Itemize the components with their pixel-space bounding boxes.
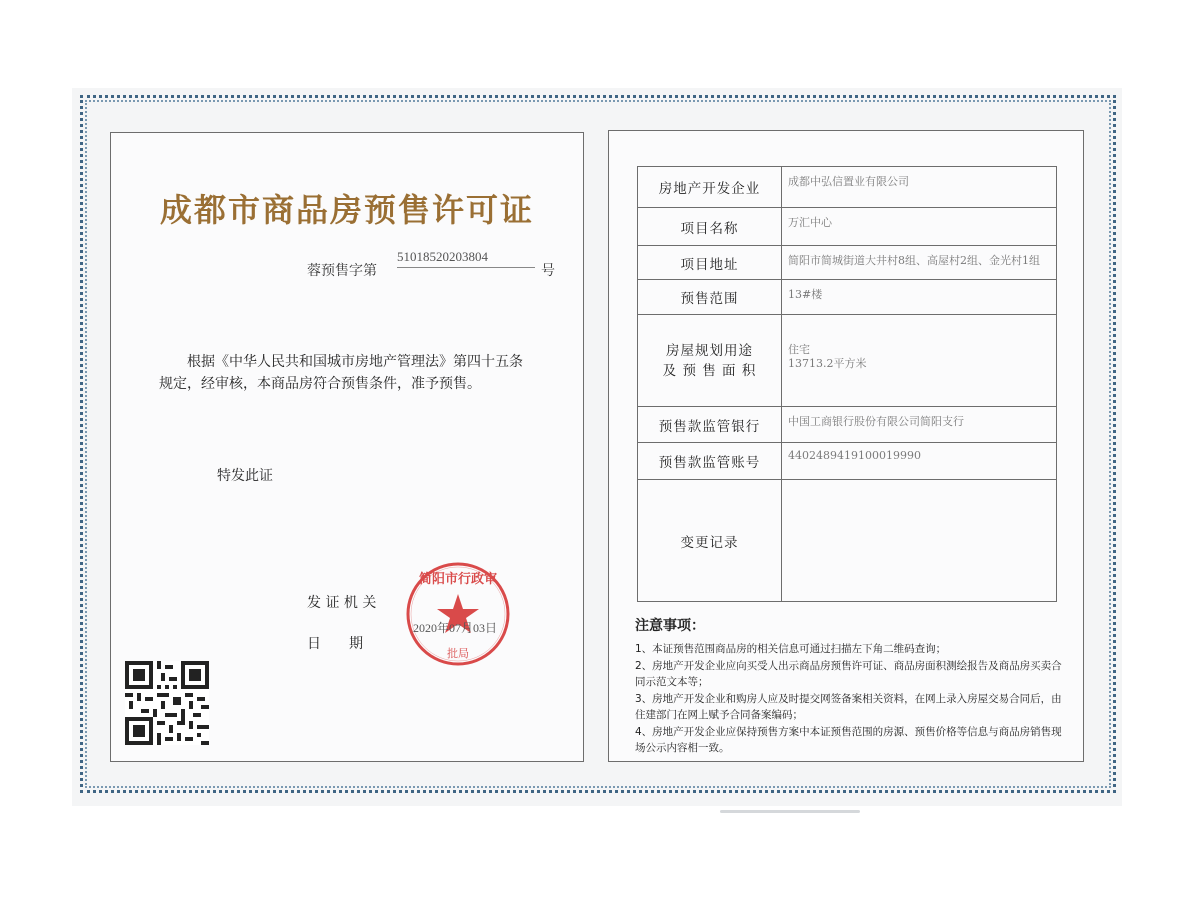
table-row-account (638, 443, 1057, 480)
body-line-2: 规定，经审核，本商品房符合预售条件，准予预售。 (159, 376, 481, 392)
usage-value-cell (782, 315, 1057, 407)
note-item: 2、房地产开发企业应向买受人出示商品房预售许可证、商品房面积测绘报告及商品房买卖合同示范文本等； (635, 660, 1062, 688)
usage-value: 住宅 (788, 343, 810, 356)
certificate-title: 成都市商品房预售许可证 (159, 191, 534, 229)
table-row-change (638, 480, 1057, 602)
permit-number: 51018520203804 (397, 249, 535, 268)
svg-text:批局: 批局 (447, 647, 469, 660)
table-row-address (638, 246, 1057, 280)
developer-value: 成都中弘信置业有限公司 (782, 167, 1057, 208)
svg-text:简阳市行政审: 简阳市行政审 (418, 572, 498, 587)
project-name-value: 万汇中心 (782, 208, 1057, 246)
date-label: 日 期 (307, 636, 363, 652)
usage-label (638, 315, 782, 407)
change-label: 变更记录 (638, 480, 782, 602)
developer-label: 房地产开发企业 (638, 167, 782, 208)
notes-title: 注意事项： (635, 618, 705, 634)
area-value: 13713.2平方米 (788, 357, 867, 370)
usage-label-line2: 及 预 售 面 积 (662, 362, 757, 379)
note-item: 4、房地产开发企业应保持预售方案中本证预售范围的房源、预售价格等信息与商品房销售现场公示内容相一致。 (635, 726, 1062, 754)
table-row-bank (638, 407, 1057, 443)
special-issue-text: 特发此证 (217, 468, 273, 484)
note-item: 1、本证预售范围商品房的相关信息可通过扫描左下角二维码查询； (635, 643, 947, 655)
bank-value: 中国工商银行股份有限公司简阳支行 (782, 407, 1057, 443)
address-label: 项目地址 (638, 246, 782, 280)
permit-prefix: 蓉预售字第 (307, 263, 377, 279)
certificate-left-panel (110, 132, 584, 762)
account-value: 4402489419100019990 (782, 443, 1057, 480)
account-label: 预售款监管账号 (638, 443, 782, 480)
usage-label-line1: 房屋规划用途 (666, 342, 753, 359)
notes-section (635, 615, 1067, 757)
note-item: 3、房地产开发企业和购房人应及时提交网签备案相关资料，在网上录入房屋交易合同后，由住建部门在网上赋予合同备案编码； (635, 693, 1062, 721)
certificate-body-text (159, 351, 579, 395)
issuer-label: 发 证 机 关 (307, 595, 377, 611)
scan-shadow (720, 810, 860, 813)
change-value (782, 480, 1057, 602)
table-row-usage (638, 315, 1057, 407)
table-row-scope (638, 280, 1057, 315)
scope-value: 13#楼 (782, 280, 1057, 315)
table-row-project-name (638, 208, 1057, 246)
bank-label: 预售款监管银行 (638, 407, 782, 443)
table-row-developer (638, 167, 1057, 208)
issue-date: 2020年07月03日 (413, 621, 498, 635)
scope-label: 预售范围 (638, 280, 782, 315)
certificate-right-panel (608, 130, 1084, 762)
project-info-table (637, 166, 1057, 602)
body-line-1: 根据《中华人民共和国城市房地产管理法》第四十五条 (187, 354, 523, 370)
qr-code-icon[interactable] (125, 661, 209, 745)
permit-suffix: 号 (541, 263, 555, 279)
address-value: 简阳市简城街道大井村8组、高屋村2组、金光村1组 (788, 254, 1040, 267)
official-seal-icon (405, 561, 511, 667)
project-name-label: 项目名称 (638, 208, 782, 246)
